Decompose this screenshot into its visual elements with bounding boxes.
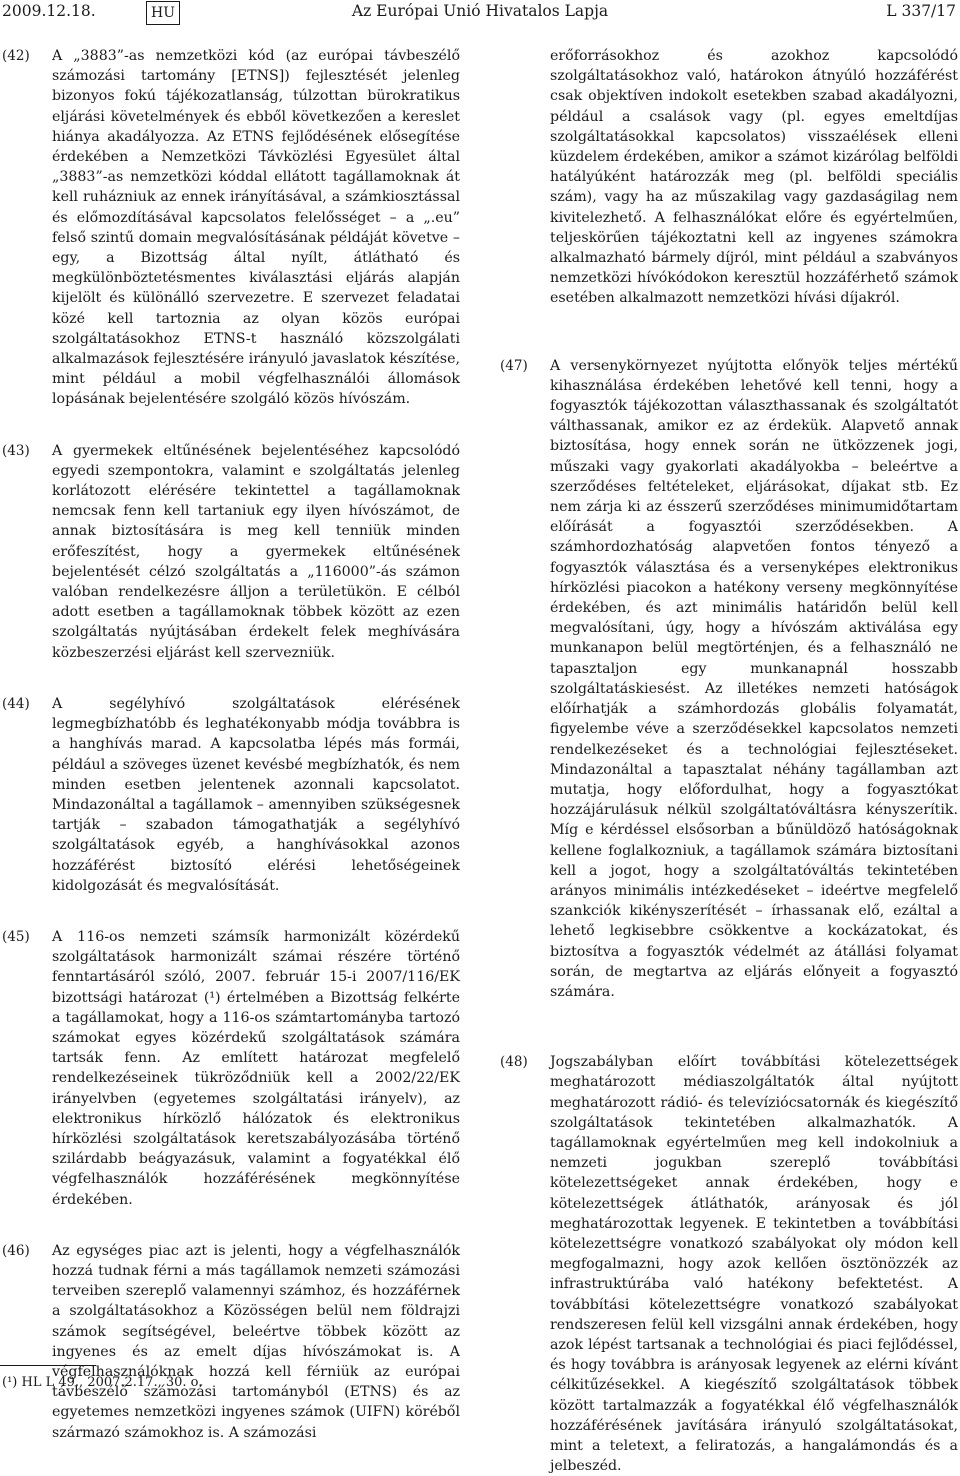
recital-number: (42): [2, 48, 30, 64]
recital-number: (46): [2, 1242, 30, 1259]
recital-44: [2, 694, 460, 896]
recital-number: (47): [500, 357, 528, 374]
recital-42: [2, 46, 460, 410]
recital-text: Jogszabályban előírt továbbítási kötelezettségek meghatározott médiaszolgáltatók által nyújtott meghatározott rádió- és televíziócsatornák és kiegészítő szolgáltatások tekintetében alkalmazhatók. A tagállamoknak egyértelműen meg kell indokolniuk a nemzeti jogukban szereplő továbbítási kötelezettségeket annak érdekében, hogy e kötelezettségek átláthatók, arányosak és jól meghatározottak legyenek. E tekintetben a továbbítási kötelezettségre vonatkozó szabályokat oly módon kell megfogalmazni, hogy azok kellően ösztönözzék az infrastruktúrába való hatékony befektetést. A továbbítási kötelezettségre vonatkozó szabályokat rendszeresen felül kell vizsgálni annak érdekében, hogy azok lépést tartsanak a technológiai és piaci fejlődéssel, és hogy továbbra is arányosak legyenek az elérni kívánt célkitűzésekkel. A kiegészítő szolgáltatások többek között tartalmazzák a fogyatékkal élő végfelhasználók hozzáférésének javítására irányuló szolgáltatásokat, mint a teletext, a feliratozás, a hangalámondás és a jelbeszéd.: [550, 1054, 958, 1475]
recital-number: (48): [500, 1054, 528, 1071]
footnote-divider: [0, 1365, 96, 1366]
language-badge: HU: [146, 1, 180, 25]
recital-46-continuation: [550, 46, 958, 309]
recital-text: Az egységes piac azt is jelenti, hogy a végfelhasználók hozzá tudnak férni a más tagállamok nemzeti számozási terveiben szereplő valamennyi számhoz, és hozzáférnek a szolgáltatásokhoz a Közösségen belül nem földrajzi számok segítségével, beleértve többek között az ingyenes és az emelt díjas hívószámokat is. A végfelhasználóknak hozzá kell férniük az európai távbeszélő számozási tartományból (ETNS) és az egyetemes nemzetközi ingyenes számok (UIFN) köréből származó számokhoz is. A számozási: [52, 1242, 460, 1441]
recital-43: [2, 441, 460, 663]
page-header: [0, 2, 960, 28]
issue-date: 2009.12.18.: [2, 2, 96, 20]
recital-48: [500, 1052, 958, 1476]
recital-text: A „3883”-as nemzetközi kód (az európai távbeszélő számozási tartomány [ETNS]) fejlesztését jelenleg bizonyos fokú tájékozatlanság, túlzottan bürokratikus eljárási követelmények és ebből következően a kereslet hiánya akadályozza. Az ETNS fejlődésének elősegítése érdekében a Nemzetközi Távközlési Egyesület által „3883”-as nemzetközi kóddal ellátott tagállamoknak át kell ruházniuk az ennek irányításával, a számkiosztással és előmozdításával kapcsolatos felelősséget – a „.eu” felső szintű domain megvalósításának példáját követve – egy, a Bizottság által nyílt, átlátható és megkülönböztetésmentes kiválasztási eljárás alapján kijelölt és különálló szervezetre. E szervezet feladatai közé kell tartoznia az olyan közös európai szolgáltatásokhoz ETNS-t használó közszolgálati alkalmazások fejlesztésére irányuló javaslatok készítése, mint például a mobil végfelhasználói állomások lopásának bejelentésére szolgáló közös hívószám.: [52, 48, 460, 408]
recital-text: A gyermekek eltűnésének bejelentéséhez kapcsolódó egyedi szempontokra, valamint e szolgáltatás jelenleg korlátozott elérésére tekintettel a tagállamoknak nemcsak fenn kell tartaniuk egy ilyen hívószámot, de annak biztosítására is meg kell tenniük minden erőfeszítést, hogy a gyermekek eltűnésének bejelentését célzó szolgáltatás a „116000”-ás számon valóban rendelkezésre álljon a területükön. E célból adott esetben a tagállamoknak többek között az ezen szolgáltatás nyújtásában érdekelt felek meghívására közbeszerzési eljárást kell szervezniük.: [52, 442, 460, 661]
recital-text: A 116-os nemzeti számsík harmonizált közérdekű szolgáltatások harmonizált számai részére történő fenntartásáról szóló, 2007. február 15-i 2007/116/EK bizottsági határozat (¹) értelmében a Bizottság felkérte a tagállamokat, hogy a 116-os számtartományba tartozó számokat egyes közérdekű szolgáltatások számára tartsák fenn. Az említett határozat megfelelő rendelkezéseinek tükröződniük kell a 2002/22/EK irányelvben (egyetemes szolgáltatási irányelv), az elektronikus hírközlő hálózatok és elektronikus hírközlési szolgáltatások keretszabályozásába történő szilárdabb beágyazásuk, valamint a fogyatékkal élő végfelhasználók hozzáférésének megkönnyítése érdekében.: [52, 928, 460, 1208]
footnote: (¹) HL L 49., 2007.2.17., 30. o.: [2, 1375, 203, 1390]
recital-number: (45): [2, 928, 30, 945]
recital-text: A segélyhívó szolgáltatások elérésének legmegbízhatóbb és leghatékonyabb módja továbbra is a hanghívás marad. A kapcsolatba lépés más formái, például a szöveges üzenet kevésbé megbízhatók, és nem minden esetben jelentenek azonnali kapcsolatot. Mindazonáltal a tagállamok – amennyiben szükségesnek tartják – szabadon támogathatják a segélyhívó szolgáltatások egyéb, a hanghívásokkal azonos hozzáférést biztosító elérési lehetőségeinek kidolgozását és megvalósítását.: [52, 695, 460, 894]
page-number: L 337/17: [886, 2, 956, 20]
recital-number: (44): [2, 695, 30, 712]
left-column: [2, 46, 460, 1443]
recital-46: [2, 1241, 460, 1443]
recital-text: erőforrásokhoz és azokhoz kapcsolódó szolgáltatásokhoz való, határokon átnyúló hozzáférést csak objektíven indokolt esetekben szabad akadályozni, például a csalások vagy (pl. egyes emeltdíjas szolgáltatásokkal kapcsolatos) visszaélések elleni küzdelem érdekében, amikor a számot kizárólag belföldi hatályúként határozzák meg (pl. belföldi speciális szám), vagy ha az műszakilag vagy gazdaságilag nem kivitelezhető. A felhasználókat előre és egyértelműen, teljeskörűen tájékoztatni kell az ingyenes számokra alkalmazható bármely díjról, mint például a szabványos nemzetközi hívókódokon keresztül hozzáférhető számok esetében alkalmazott nemzetközi hívási díjakról.: [550, 48, 958, 307]
recital-47: [500, 356, 958, 1003]
recital-45: [2, 927, 460, 1210]
recital-text: A versenykörnyezet nyújtotta előnyök teljes mértékű kihasználása érdekében lehetővé kell tenni, hogy a fogyasztók tájékozottan választhassanak és szolgáltatót válthassanak, amikor ez az érdekük. Alapvető annak biztosítása, hogy ennek során ne ütközzenek jogi, műszaki vagy gyakorlati akadályokba – beleértve a szerződéses feltételeket, eljárásokat, díjakat stb. Ez nem zárja ki az ésszerű szerződéses minimumidőtartam előírását a fogyasztói szerződésekben. A számhordozhatóság alapvetően fontos tényező a fogyasztók választása és a versenyképes elektronikus hírközlési piacokon a hatékony verseny megkönnyítése érdekében, és azt minimális határidőn belül kell megvalósítani, úgy, hogy a hívószám aktiválása egy munkanapon belül megtörténjen, és a felhasználó ne tapasztaljon egy munkanapnál hosszabb szolgáltatáskiesést. Az illetékes nemzeti hatóságok előírhatják a számhordozás globális folyamatát, figyelembe véve a szerződésekkel kapcsolatos nemzeti rendelkezéseket és a technológiai fejlesztéseket. Mindazonáltal a tapasztalat néhány tagállamban azt mutatja, hogy előfordulhat, hogy a fogyasztókat hozzájárulásuk nélkül szolgáltatóváltásra kényszerítik. Míg e kérdéssel elsősorban a bűnüldöző hatóságoknak kellene foglalkozniuk, a tagállamok számára biztosítani kell a jogot, hogy a szolgáltatóváltás tekintetében arányos minimális intézkedéseket – ideértve megfelelő szankciók kikényszerítését – írhassanak elő, ezáltal a lehető legkisebbre csökkentve a kockázatokat, és biztosítva a fogyasztók védelmét az átállási folyamat során, de megtartva az eljárás előnyeit a fogyasztó számára.: [550, 357, 958, 1000]
recital-number: (43): [2, 442, 30, 459]
right-column: [500, 46, 958, 1476]
journal-title: Az Európai Unió Hivatalos Lapja: [351, 2, 609, 20]
